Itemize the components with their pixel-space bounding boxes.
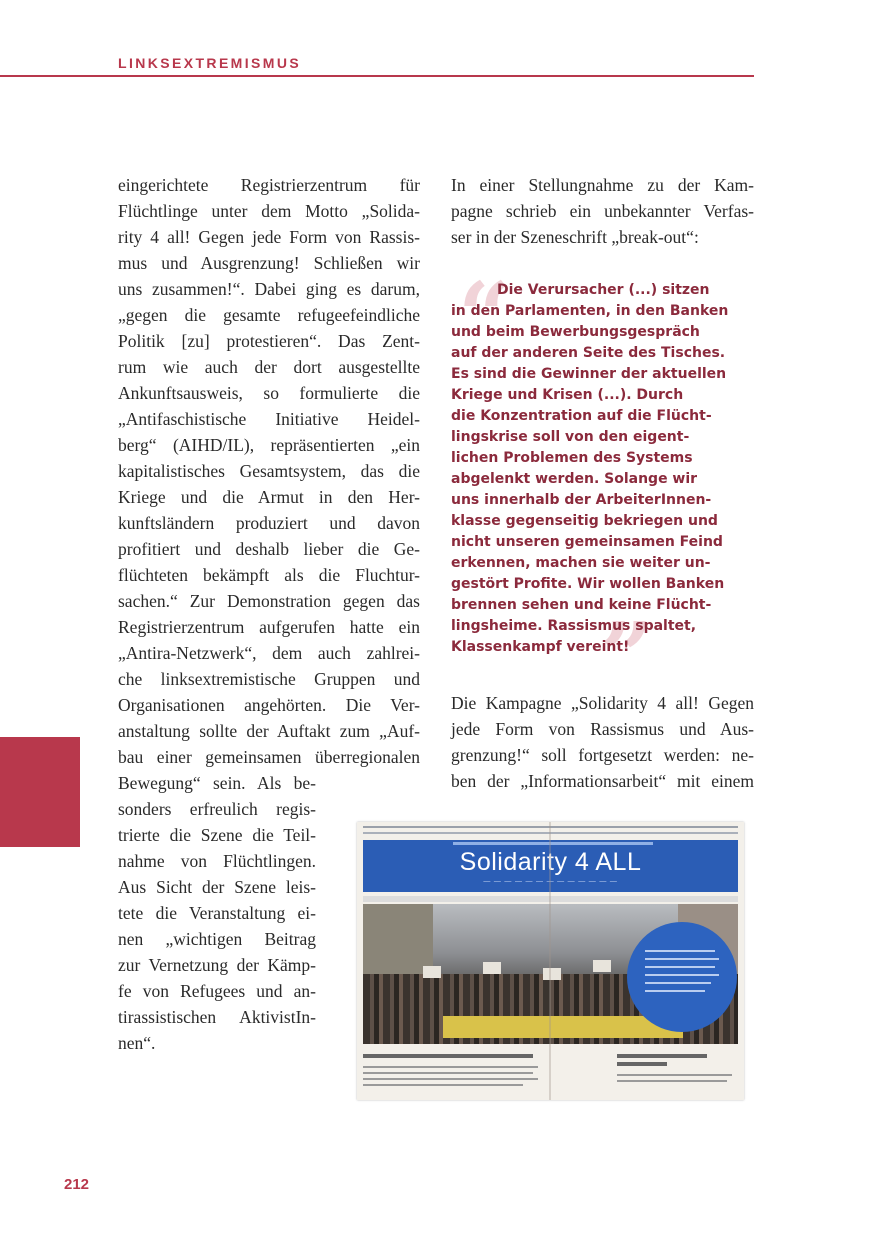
photo-protest-sign: [593, 960, 611, 972]
quote-line: erkennen, machen sie weiter un-: [451, 555, 711, 571]
body-line: pagne schrieb ein unbekannter Verfas-: [451, 201, 754, 221]
body-line: eingerichtete Registrierzentrum für: [118, 175, 420, 195]
pull-quote: [451, 280, 751, 658]
body-line: „Antifaschistische Initiative Heidel-: [118, 409, 420, 429]
body-line: rity 4 all! Gegen jede Form von Rassis-: [118, 227, 420, 247]
photo-protest-sign: [483, 962, 501, 974]
section-side-tab: [0, 737, 80, 847]
photo-protest-sign: [543, 968, 561, 980]
poster-subtitle: — — — — — — — — — — — — —: [483, 878, 618, 885]
quote-line: die Konzentration auf die Flücht-: [451, 408, 712, 424]
body-line: Die Kampagne „Solidarity 4 all! Gegen: [451, 693, 754, 713]
body-line: uns zusammen!“. Dabei ging es darum,: [118, 279, 420, 299]
quote-line: in den Parlamenten, in den Banken: [451, 303, 729, 319]
quote-line: auf der anderen Seite des Tisches.: [451, 345, 726, 361]
body-line: bau einer gemeinsamen überregionalen: [118, 747, 420, 767]
body-line: nen“.: [118, 1033, 156, 1053]
right-column-paragraph: [451, 690, 754, 794]
body-line: nahme von Flüchtlingen.: [118, 851, 316, 871]
poster-fold: [549, 822, 551, 1100]
body-line: tirassistischen AktivistIn-: [118, 1007, 316, 1027]
body-line: kapitalistisches Gesamtsystem, das die: [118, 461, 420, 481]
body-line: ben der „Informationsarbeit“ mit einem: [451, 771, 754, 791]
poster-title: Solidarity 4 ALL: [459, 848, 642, 876]
body-line: jede Form von Rassismus und Aus-: [451, 719, 754, 739]
body-line: zur Vernetzung der Kämp-: [118, 955, 316, 975]
body-line: Organisationen angehörten. Die Ver-: [118, 695, 420, 715]
body-line: sonders erfreulich regis-: [118, 799, 316, 819]
body-line: Politik [zu] protestieren“. Das Zent-: [118, 331, 420, 351]
page-number: 212: [64, 1176, 90, 1193]
body-line: Ankunftsausweis, so formulierte die: [118, 383, 420, 403]
body-line: fe von Refugees und an-: [118, 981, 316, 1001]
poster-article-right: [617, 1052, 737, 1092]
quote-line: Die Verursacher (...) sitzen: [497, 282, 710, 298]
body-line: che linksextremistische Gruppen und: [118, 669, 420, 689]
quote-line: lingsheime. Rassismus spaltet,: [451, 618, 697, 634]
body-line: nen „wichtigen Beitrag: [118, 929, 316, 949]
quote-line: klasse gegenseitig bekriegen und: [451, 513, 718, 529]
quote-line: brennen sehen und keine Flücht-: [451, 597, 712, 613]
body-line: profitiert und deshalb lieber die Ge-: [118, 539, 420, 559]
close-quote-mark: ”: [600, 602, 653, 710]
quote-line: Es sind die Gewinner der aktuellen: [451, 366, 727, 382]
right-column-intro: [451, 172, 754, 250]
poster-article-left: [363, 1052, 543, 1092]
body-line: flüchteten bekämpft als die Fluchtur-: [118, 565, 420, 585]
poster-info-circle: [627, 922, 737, 1032]
body-line: berg“ (AIHD/IL), repräsentierten „ein: [118, 435, 420, 455]
body-line: Bewegung“ sein. Als be-: [118, 773, 316, 793]
body-line: grenzung!“ soll fortgesetzt werden: ne-: [451, 745, 754, 765]
photo-protest-sign: [423, 966, 441, 978]
quote-line: lichen Problemen des Systems: [451, 450, 693, 466]
section-title: LINKSEXTREMISMUS: [118, 55, 302, 71]
body-line: „gegen die gesamte refugeefeindliche: [118, 305, 420, 325]
body-line: In einer Stellungnahme zu der Kam-: [451, 175, 754, 195]
quote-line: nicht unseren gemeinsamen Feind: [451, 534, 723, 550]
body-line: rum wie auch der dort ausgestellte: [118, 357, 420, 377]
poster-banner-tagline: [453, 842, 653, 845]
quote-line: abgelenkt werden. Solange wir: [451, 471, 698, 487]
body-line: Flüchtlinge unter dem Motto „Solida-: [118, 201, 420, 221]
body-line: anstaltung sollte der Auftakt zum „Auf-: [118, 721, 420, 741]
quote-line: uns innerhalb der ArbeiterInnen-: [451, 492, 712, 508]
quote-line: lingskrise soll von den eigent-: [451, 429, 690, 445]
body-line: tete die Veranstaltung ei-: [118, 903, 316, 923]
campaign-poster-figure: [357, 822, 744, 1100]
quote-line: Kriege und Krisen (...). Durch: [451, 387, 684, 403]
body-line: sachen.“ Zur Demonstration gegen das: [118, 591, 420, 611]
body-line: Aus Sicht der Szene leis-: [118, 877, 316, 897]
header-rule: [0, 75, 754, 77]
open-quote-mark: “: [458, 262, 511, 370]
body-line: Kriege und die Armut in den Her-: [118, 487, 420, 507]
body-line: ser in der Szeneschrift „break-out“:: [451, 227, 699, 247]
quote-line: und beim Bewerbungsgespräch: [451, 324, 700, 340]
quote-line: gestört Profite. Wir wollen Banken: [451, 576, 725, 592]
body-line: mus und Ausgrenzung! Schließen wir: [118, 253, 420, 273]
body-line: „Antira-Netzwerk“, dem auch zahlrei-: [118, 643, 420, 663]
quote-line: Klassenkampf vereint!: [451, 639, 630, 655]
body-line: Registrierzentrum aufgerufen hatte ein: [118, 617, 420, 637]
body-line: kunftsländern produziert und davon: [118, 513, 420, 533]
body-line: trierte die Szene die Teil-: [118, 825, 316, 845]
